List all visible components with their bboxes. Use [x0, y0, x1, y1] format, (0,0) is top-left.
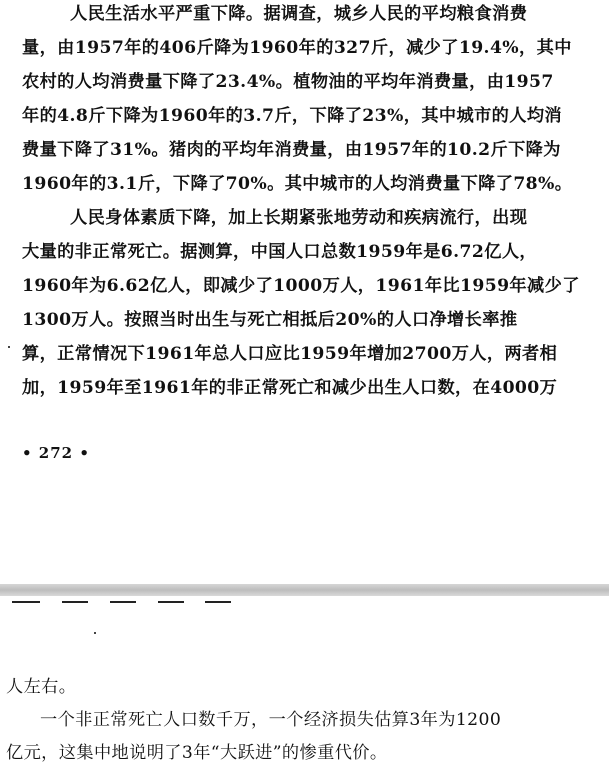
- text-line: 一个非正常死亡人口数千万，一个经济损失估算3年为1200: [40, 710, 502, 730]
- text-line: 量，由1957年的406斤降为1960年的327斤，减少了19.4%，其中: [22, 38, 572, 58]
- text-line: 费量下降了31%。猪肉的平均年消费量，由1957年的10.2斤下降为: [22, 140, 561, 160]
- text-line: 算，正常情况下1961年总人口应比1959年增加2700万人，两者相: [22, 344, 558, 364]
- text-line: 农村的人均消费量下降了23.4%。植物油的平均年消费量，由1957: [22, 72, 554, 92]
- scan-speck: [94, 632, 96, 634]
- text-line: 人民身体素质下降，加上长期紧张地劳动和疾病流行，出现: [70, 208, 528, 228]
- scan-dash-mark: [12, 601, 40, 603]
- text-line: 1960年为6.62亿人，即减少了1000万人，1961年比1959年减少了: [22, 276, 580, 296]
- scan-dash-mark: [62, 601, 88, 603]
- scan-dash-mark: [158, 601, 184, 603]
- scan-dash-mark: [205, 601, 231, 603]
- text-line: 1300万人。按照当时出生与死亡相抵后20%的人口净增长率推: [22, 310, 518, 330]
- text-line: 人左右。: [6, 677, 77, 697]
- text-line: 年的4.8斤下降为1960年的3.7斤，下降了23%，其中城市的人均消: [22, 106, 563, 126]
- page-break-divider: [0, 584, 609, 596]
- text-line: 人民生活水平严重下降。据调查，城乡人民的平均粮食消费: [70, 4, 528, 24]
- text-line: 大量的非正常死亡。据测算，中国人口总数1959年是6.72亿人，: [22, 242, 537, 262]
- scan-speck: [8, 346, 10, 348]
- text-line: 亿元，这集中地说明了3年“大跃进”的惨重代价。: [6, 743, 388, 763]
- text-line: 1960年的3.1斤，下降了70%。其中城市的人均消费量下降了78%。: [22, 174, 573, 194]
- text-line: 加，1959年至1961年的非正常死亡和减少出生人口数，在4000万: [22, 378, 558, 398]
- scan-dash-mark: [110, 601, 136, 603]
- page-number: • 272 •: [22, 444, 90, 462]
